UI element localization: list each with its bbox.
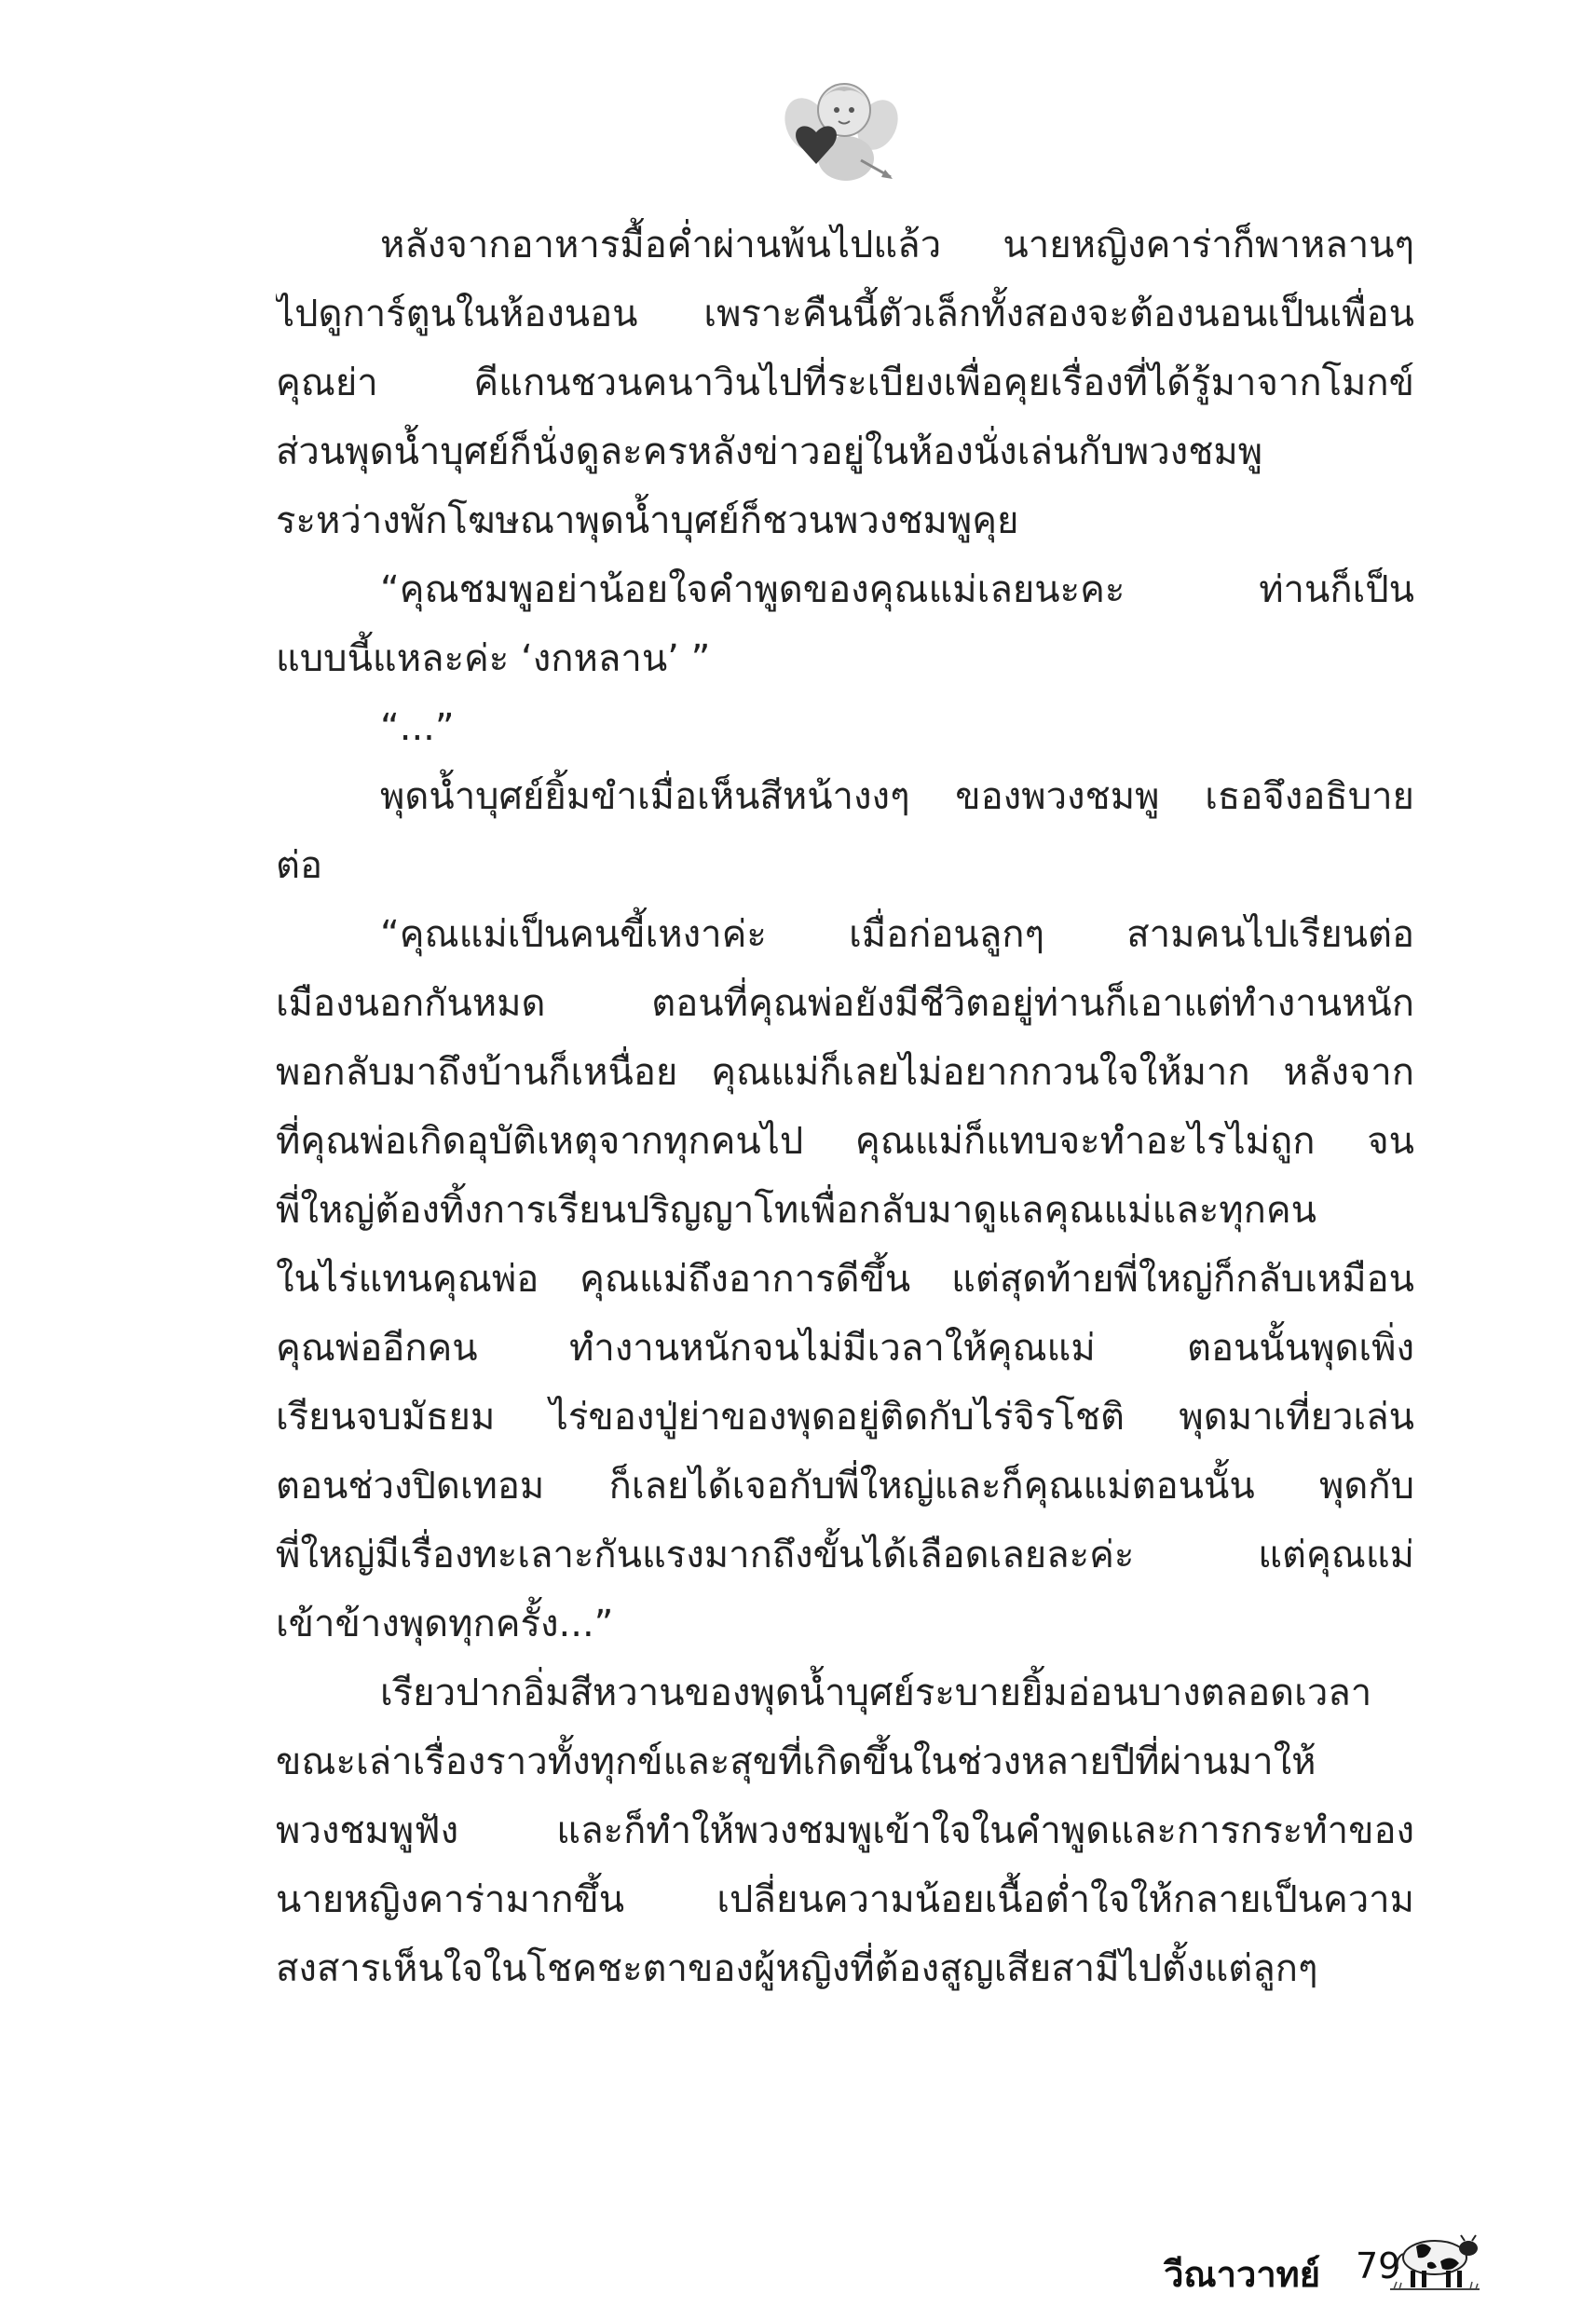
text-line: ไปดูการ์ตูนในห้องนอน เพราะคืนนี้ตัวเล็กทั้งสองจะต้องนอนเป็นเพื่อน xyxy=(276,293,1414,335)
paragraph xyxy=(276,1658,1414,2003)
text-line: พวงชมพูฟัง และก็ทำให้พวงชมพูเข้าใจในคำพูดและการกระทำของ xyxy=(276,1809,1414,1852)
text-line: ระหว่างพักโฆษณาพุดน้ำบุศย์ก็ชวนพวงชมพูคุย xyxy=(276,499,1019,542)
paragraph xyxy=(276,762,1414,900)
text-line: คุณพ่ออีกคน ทำงานหนักจนไม่มีเวลาให้คุณแม่ ตอนนั้นพุดเพิ่ง xyxy=(276,1327,1414,1370)
text-line: เรียวปากอิ่มสีหวานของพุดน้ำบุศย์ระบายยิ้มอ่อนบางตลอดเวลา xyxy=(380,1672,1372,1714)
text-line: ส่วนพุดน้ำบุศย์ก็นั่งดูละครหลังข่าวอยู่ในห้องนั่งเล่นกับพวงชมพู xyxy=(276,430,1263,473)
text-line: ที่คุณพ่อเกิดอุบัติเหตุจากทุกคนไป คุณแม่ก็แทบจะทำอะไรไม่ถูก จน xyxy=(276,1120,1414,1163)
text-line: เข้าข้างพุดทุกครั้ง...” xyxy=(276,1603,614,1645)
book-title: วีณาวาทย์ xyxy=(1164,2254,1320,2295)
cow-icon xyxy=(1390,2230,1480,2291)
cherub-with-heart-icon xyxy=(781,67,902,188)
text-line: คุณย่า คีแกนชวนคนาวินไปที่ระเบียงเพื่อคุยเรื่องที่ได้รู้มาจากโมกข์ xyxy=(276,362,1414,404)
text-line: สงสารเห็นใจในโชคชะตาของผู้หญิงที่ต้องสูญเสียสามีไปตั้งแต่ลูกๆ xyxy=(276,1947,1318,1990)
paragraph xyxy=(276,900,1414,1658)
text-line: ขณะเล่าเรื่องราวทั้งทุกข์และสุขที่เกิดขึ้นในช่วงหลายปีที่ผ่านมาให้ xyxy=(276,1740,1316,1783)
body-text xyxy=(276,211,1414,2003)
text-line: พี่ใหญ่ต้องทิ้งการเรียนปริญญาโทเพื่อกลับมาดูแลคุณแม่และทุกคน xyxy=(276,1189,1316,1232)
page-footer xyxy=(0,2245,1596,2320)
text-line: “คุณแม่เป็นคนขี้เหงาค่ะ เมื่อก่อนลูกๆ สามคนไปเรียนต่อ xyxy=(380,913,1414,956)
text-line: เรียนจบมัธยม ไร่ของปู่ย่าของพุดอยู่ติดกับไร่จิรโชติ พุดมาเที่ยวเล่น xyxy=(276,1396,1414,1439)
text-line: พี่ใหญ่มีเรื่องทะเลาะกันแรงมากถึงขั้นได้เลือดเลยละค่ะ แต่คุณแม่ xyxy=(276,1534,1414,1576)
text-line: “...” xyxy=(380,706,455,749)
text-line: นายหญิงคาร่ามากขึ้น เปลี่ยนความน้อยเนื้อต่ำใจให้กลายเป็นความ xyxy=(276,1878,1414,1921)
text-line: พุดน้ำบุศย์ยิ้มขำเมื่อเห็นสีหน้างงๆ ของพวงชมพู เธอจึงอธิบาย xyxy=(380,775,1414,818)
text-line: หลังจากอาหารมื้อค่ำผ่านพ้นไปแล้ว นายหญิงคาร่าก็พาหลานๆ xyxy=(380,224,1414,266)
text-line: “คุณชมพูอย่าน้อยใจคำพูดของคุณแม่เลยนะคะ ท่านก็เป็น xyxy=(380,568,1414,611)
text-line: พอกลับมาถึงบ้านก็เหนื่อย คุณแม่ก็เลยไม่อยากกวนใจให้มาก หลังจาก xyxy=(276,1051,1414,1094)
text-line: แบบนี้แหละค่ะ ‘งกหลาน’ ” xyxy=(276,637,711,680)
text-line: ตอนช่วงปิดเทอม ก็เลยได้เจอกับพี่ใหญ่และก็คุณแม่ตอนนั้น พุดกับ xyxy=(276,1465,1414,1508)
page-number: 79 xyxy=(1356,2245,1401,2286)
text-line: ต่อ xyxy=(276,844,322,887)
paragraph xyxy=(276,693,1414,762)
text-line: เมืองนอกกันหมด ตอนที่คุณพ่อยังมีชีวิตอยู่ท่านก็เอาแต่ทำงานหนัก xyxy=(276,982,1414,1025)
text-line: ในไร่แทนคุณพ่อ คุณแม่ถึงอาการดีขึ้น แต่สุดท้ายพี่ใหญ่ก็กลับเหมือน xyxy=(276,1258,1414,1301)
paragraph xyxy=(276,211,1414,555)
paragraph xyxy=(276,555,1414,693)
